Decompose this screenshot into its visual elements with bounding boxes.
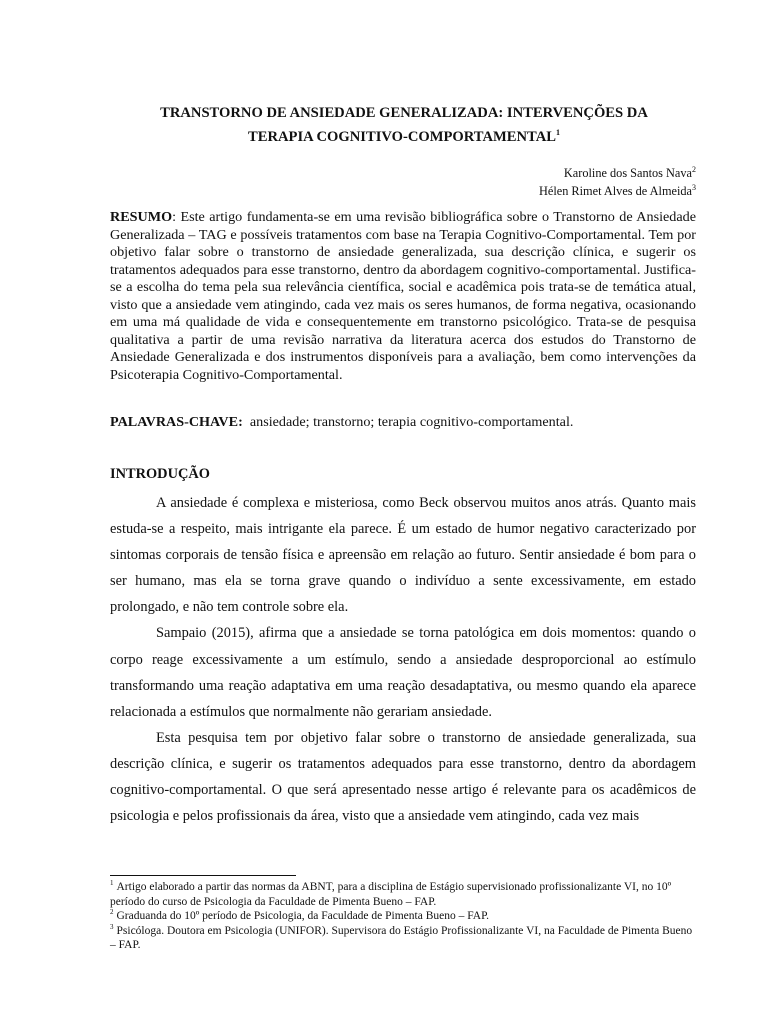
footnote-mark: 1	[110, 879, 114, 888]
section-heading-introduction: INTRODUÇÃO	[110, 466, 210, 482]
footnote-text: Graduanda do 10º período de Psicologia, da Faculdade de Pimenta Bueno – FAP.	[116, 910, 490, 923]
abstract-label: RESUMO	[110, 209, 173, 225]
paragraph: Sampaio (2015), afirma que a ansiedade se torna patológica em dois momentos: quando o corpo reage excessivamente a um estímulo, sendo a ansiedade desproporcional ao estímulo transformando uma reação adaptativa em uma reação desadaptativa, ou mesmo quando ela aparece relacionada a estímulos que normalmente não gerariam ansiedade.	[110, 625, 696, 720]
footnote-2	[110, 909, 696, 924]
author-footnote-ref: 2	[692, 164, 696, 174]
footnote-text: Psicóloga. Doutora em Psicologia (UNIFOR). Supervisora do Estágio Profissionalizante VI, na Faculdade de Pimenta Bueno – FAP.	[110, 924, 693, 952]
author-footnote-ref: 3	[692, 182, 696, 192]
footnote-mark: 3	[110, 922, 114, 931]
paper-title-line-2	[110, 123, 698, 151]
paragraph: A ansiedade é complexa e misteriosa, como Beck observou muitos anos atrás. Quanto mais estuda-se a respeito, mais intrigante ela parece. É um estado de humor negativo caracterizado por sintomas corporais de tensão física e apreensão em relação ao futuro. Sentir ansiedade é bom para o ser humano, mas ela se torna grave quando o indivíduo a sente excessivamente, em estado prolongado, e não tem controle sobre ela.	[110, 495, 696, 616]
paragraph: Esta pesquisa tem por objetivo falar sobre o transtorno de ansiedade generalizada, sua descrição clínica, e sugerir os tratamentos adequados para esse transtorno, dentro da abordagem cognitivo-comportamental. O que será apresentado nesse artigo é relevante para os acadêmicos de psicologia e pelos profissionais da área, visto que a ansiedade vem atingindo, cada vez mais	[110, 729, 696, 825]
footnote-divider	[110, 875, 296, 876]
abstract	[110, 209, 696, 384]
footnote-3	[110, 924, 696, 953]
introduction-body	[110, 490, 696, 829]
keywords	[110, 414, 696, 432]
footnotes	[110, 880, 696, 953]
keywords-label: PALAVRAS-CHAVE:	[110, 414, 243, 430]
keywords-text: ansiedade; transtorno; terapia cognitivo-comportamental.	[249, 414, 574, 430]
footnote-1	[110, 880, 696, 909]
paper-title-text: TERAPIA COGNITIVO-COMPORTAMENTAL	[248, 129, 556, 145]
author-list	[539, 165, 696, 200]
title-footnote-ref: 1	[555, 128, 560, 138]
author-name: Karoline dos Santos Nava	[563, 166, 692, 180]
footnote-text: Artigo elaborado a partir das normas da ABNT, para a disciplina de Estágio supervisionado profissionalizante VI, no 10º período do curso de Psicologia da Faculdade de Pimenta Bueno – FAP.	[110, 881, 672, 908]
footnote-mark: 2	[110, 908, 114, 917]
author-2	[539, 183, 696, 201]
abstract-text: : Este artigo fundamenta-se em uma revisão bibliográfica sobre o Transtorno de Ansiedade Generalizada – TAG e possíveis tratamentos com base na Terapia Cognitivo-Comportamental. Tem por objetivo falar sobre o transtorno de ansiedade generalizada, sua descrição clínica, e sugerir os tratamentos adequados para esse transtorno, dentro da abordagem cognitivo-comportamental. Justifica-se a escolha do tema pela sua relevância científica, social e acadêmica pois trata-se de temática atual, visto que a ansiedade vem atingindo, cada vez mais os seres humanos, de forma negativa, ocasionando em uma má qualidade de vida e consequentemente em transtorno psicológico. Trata-se de pesquisa qualitativa a partir de uma revisão narrativa da literatura acerca dos estudos do Transtorno de Ansiedade Generalizada e dos instrumentos disponíveis para a avaliação, bem como intervenções da Psicoterapia Cognitivo-Comportamental.	[110, 209, 696, 383]
author-name: Hélen Rimet Alves de Almeida	[539, 183, 692, 198]
paper-title-line-1: TRANSTORNO DE ANSIEDADE GENERALIZADA: INTERVENÇÕES DA	[160, 105, 648, 121]
author-1	[539, 165, 696, 183]
